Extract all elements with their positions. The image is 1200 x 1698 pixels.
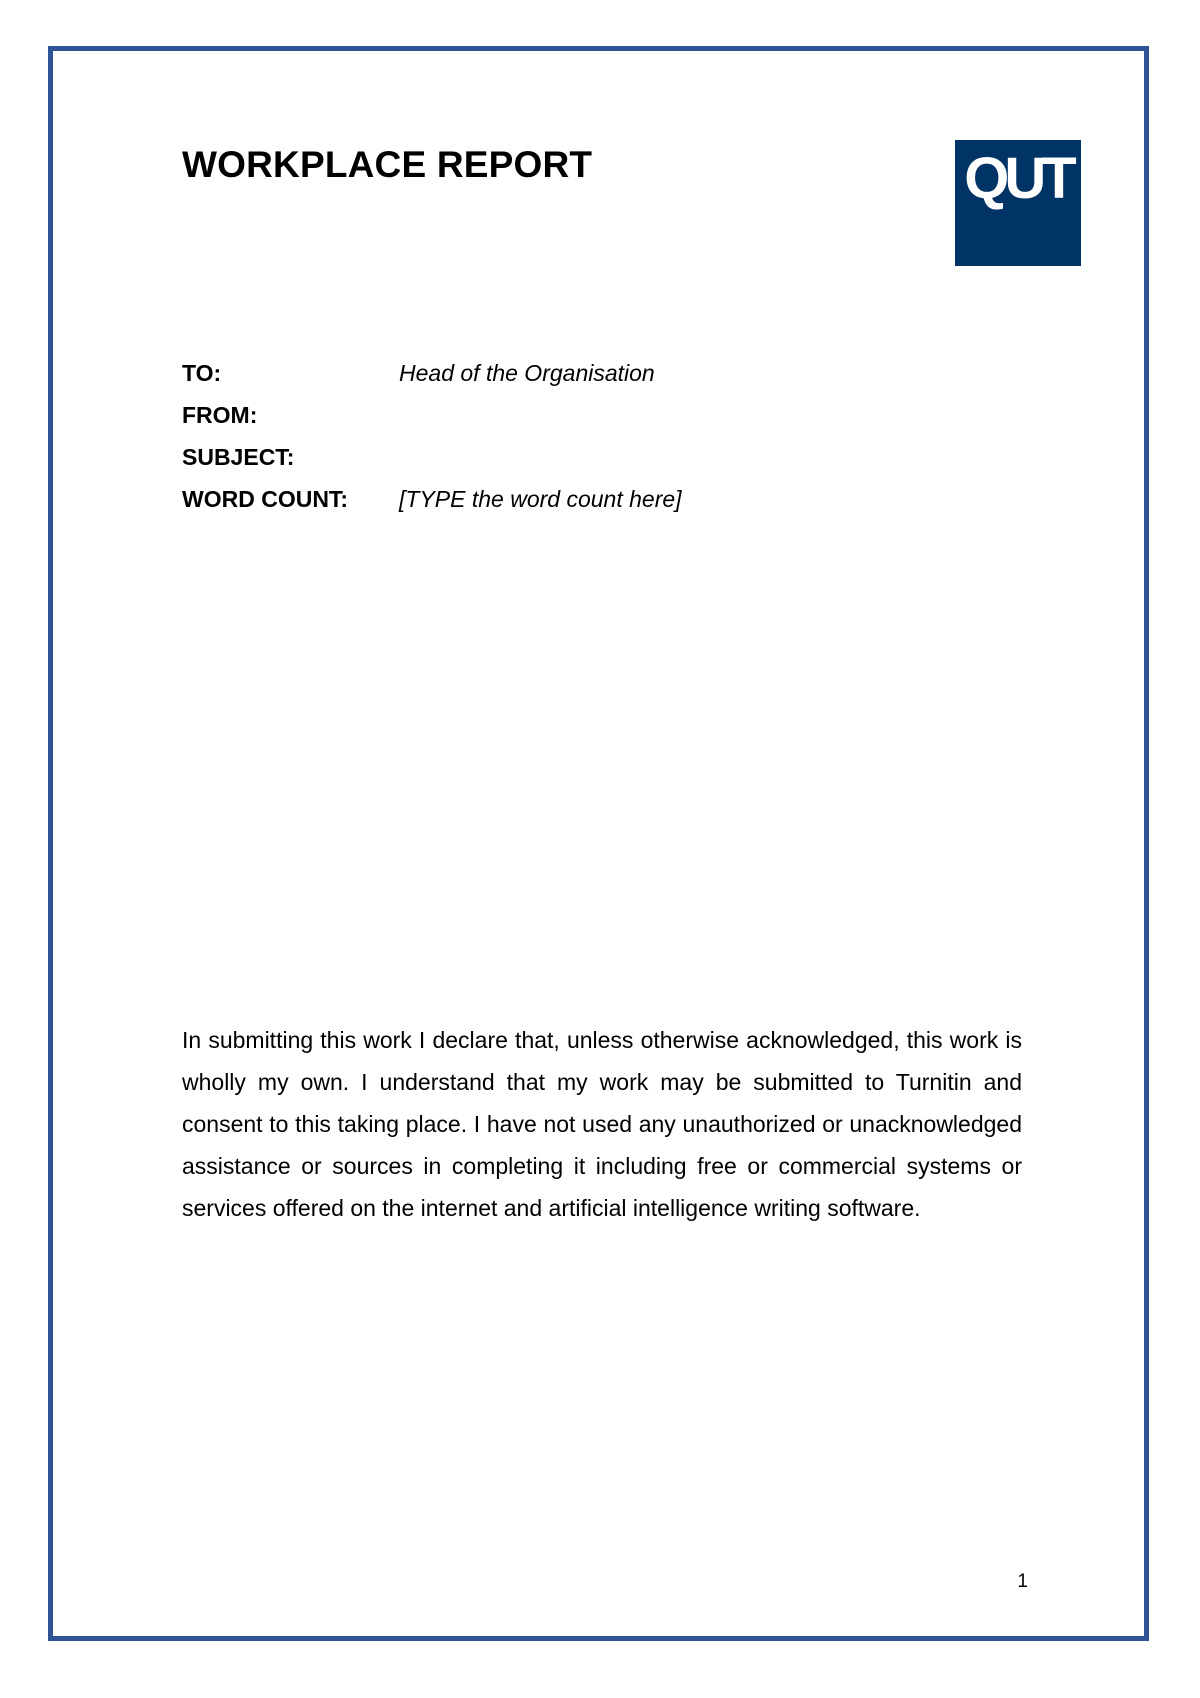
from-label: FROM:: [182, 401, 258, 428]
subject-label: SUBJECT:: [182, 443, 295, 470]
to-row: [182, 352, 682, 394]
subject-row: [182, 436, 682, 478]
qut-logo-text: QUT: [964, 146, 1072, 211]
report-title: WORKPLACE REPORT: [182, 144, 593, 185]
word-count-value: [TYPE the word count here]: [399, 485, 682, 512]
declaration-paragraph: In submitting this work I declare that, unless otherwise acknowledged, this work is wholly my own. I understand that my work may be submitted to Turnitin and consent to this taking place. I have not used any unauthorized or unacknowledged assistance or sources in completing it including free or commercial systems or services offered on the internet and artificial intelligence writing software.: [182, 1027, 1022, 1221]
to-label: TO:: [182, 359, 222, 386]
page-number: 1: [1017, 1571, 1028, 1592]
page-border: [48, 46, 1149, 1641]
word-count-label: WORD COUNT:: [182, 485, 349, 512]
to-value: Head of the Organisation: [399, 359, 655, 386]
memo-fields: [182, 352, 682, 520]
from-row: [182, 394, 682, 436]
qut-logo: [955, 140, 1081, 266]
word-count-row: [182, 478, 682, 520]
